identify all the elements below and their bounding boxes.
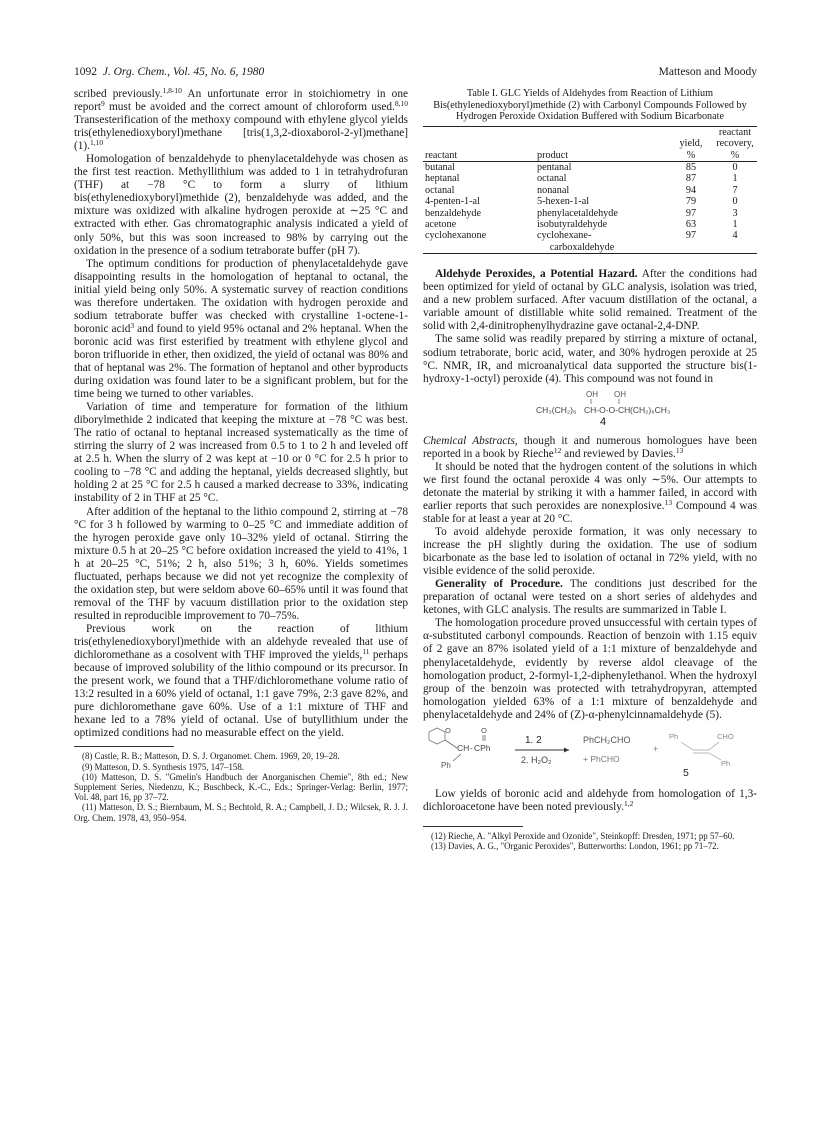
paragraph: The optimum conditions for production of phenylacetaldehyde gave disappointing results in the homologation of heptanal to octanal, the initial yield being only 50%. A systematic survey of reaction conditions was therefore undertaken. The oxidation with hydrogen peroxide and sodium tetraborate buffer was checked with crystalline 1-octene-1-boronic acid$^3$ and found to yield 95% octanal and 2% heptanal. When the boronic acid was first esterified by treatment with ethylene glycol and boron trifluoride in ether, then oxidized, the yield of octanal was 80% and that of heptanal was 2%. The formation of heptanol and other byproducts during oxidation was found later to be a significant problem, but for the time being we turned to other variables. (74, 257, 408, 401)
paragraph: Previous work on the reaction of lithium tris(ethylenedioxyboryl)methide with an aldehyde revealed that use of dichloromethane as a cosolvent with THF improved the yields,$^{11}$ perhaps because of improved solubility of the lithio compound or its precursor. In the present work, we found that a THF/dichloromethane volume ratio of 13:2 resulted in a 60% yield of octanal, 1:1 gave 79%, 2:3 gave 82%, and pure dichloromethane gave 60%. Use of a 1:1 mixture of THF and hexane led to a 78% yield of octanal. Use of butyllithium under the optimized conditions had no measurable effect on the yield. (74, 622, 408, 740)
footnote-divider (423, 826, 523, 827)
plus-sign: + (653, 743, 659, 754)
paragraph: Variation of time and temperature for formation of the lithium diborylmethide 2 indicated that keeping the mixture at −78 °C was best. The ratio of octanal to heptanal increased systematically as the time of stirring the slurry of 2 was increased from 0.5 to 1 to 2 h and leveled off at 2.5 h. When the slurry of 2 was kept at −10 or 0 °C for 2.5 h prior to cooling to −78 °C and adding the heptanal, yields decreased slightly, but holding 2 at 25 °C for 2.5 h caused a marked decrease to 33%, indicating instability of 2 in THF at 25 °C. (74, 401, 408, 505)
paragraph: Aldehyde Peroxides, a Potential Hazard. After the conditions had been optimized for yield of octanal by GLC analysis, isolation was tried, and a new problem surfaced. After vacuum distillation of the octanal, a variable amount of distillable white solid remained. Treatment of the solid with 2,4-dinitrophenylhydrazine gave octanal-2,4-DNP. (423, 268, 757, 333)
table-row: 4-penten-1-al 5-hexen-1-al 79 0 (425, 196, 738, 208)
paragraph: To avoid aldehyde peroxide formation, it was only necessary to increase the pH slightly during the oxidation. The use of sodium bicarbonate as the base led to isolation of octanal in 72% yield, with no visible evidence of the solid peroxide. (423, 526, 757, 578)
ch-label: CH (457, 742, 470, 753)
footnote: (9) Matteson, D. S. Synthesis 1975, 147–158. (82, 761, 244, 772)
table-row: cyclohexanone cyclohexane- carboxaldehyde 97 4 (423, 230, 757, 253)
running-header-authors: Matteson and Moody (658, 66, 757, 78)
compound-label-5: 5 (683, 766, 689, 778)
header-yield: yield, (679, 138, 703, 150)
product-phenylacetaldehyde: PhCH₂CHO (583, 734, 631, 745)
section-heading: Aldehyde Peroxides, a Potential Hazard. (435, 268, 638, 281)
chain-right: (CH₂)₆CH₃ (630, 404, 671, 415)
paragraph: Chemical Abstracts, though it and numerous homologues have been reported in a book by Rieche$^{12}$ and reviewed by Davies.$^{13}$ (423, 434, 758, 460)
section-heading: Generality of Procedure. (435, 578, 563, 591)
ph-label-5a: Ph (669, 731, 679, 741)
oh-label-left: OH (586, 389, 598, 399)
header-recovery-unit: % (713, 150, 757, 162)
chain-left: CH₃(CH₂)₆ (536, 404, 577, 415)
header-recovery-line2: recovery, (716, 138, 754, 150)
footnote: (10) Matteson, D. S. "Gmelin's Handbuch der Anorganischen Chemie", 8th ed.; New Supplement Series, Niedenzu, K.; Buschbeck, K.-C., Eds.; Springer-Verlag: Berlin, 1977; Vol. 48, part 16, pp 37–72. (74, 771, 408, 803)
table-row: heptanal octanal 87 1 (425, 173, 738, 185)
page-number: 1092 (74, 66, 97, 78)
header-yield-unit: % (669, 150, 713, 162)
compound-label-4: 4 (600, 415, 607, 428)
reaction-scheme (423, 726, 757, 782)
footnote: (13) Davies, A. G., "Organic Peroxides", Butterworths: London, 1961; pp 71–72. (431, 841, 719, 852)
paragraph: The same solid was readily prepared by stirring a mixture of octanal, sodium tetraborate, boric acid, water, and 30% hydrogen peroxide at 25 °C. NMR, IR, and microanalytical data supported the structure bis(1-hydroxy-1-octyl) peroxide (4). This compound was not found in (423, 333, 757, 385)
oxygen-label: O (445, 725, 451, 735)
footnote-divider (74, 746, 174, 747)
cph-label: CPh (474, 742, 491, 753)
table-caption: Table I. GLC Yields of Aldehydes from Reaction of Lithium Bis(ethylenedioxyboryl)methide (2) with Carbonyl Compounds Followed by Hydrogen Peroxide Oxidation Buffered with Sodium Bicarbonate (433, 88, 747, 123)
header-recovery-line1: reactant (713, 126, 757, 138)
table-row: octanal nonanal 94 7 (425, 184, 738, 196)
reagent-step-1: 1. 2 (525, 734, 542, 746)
ph-label: Ph (441, 760, 451, 770)
paragraph: Homologation of benzaldehyde to phenylacetaldehyde was chosen as the first test reaction. Methyllithium was added to 1 in tetrahydrofuran (THF) at −78 °C to form a slurry of lithium bis(ethylenedioxyboryl)methide (2), benzaldehyde was added, and the mixture was oxidized with alkaline hydrogen peroxide at ∼25 °C and extracted with ether. Gas chromatographic analysis indicated a yield of only 50%, but this was soon increased to 98% by carrying out the oxidation in the presence of a sodium tetraborate buffer (pH 7). (74, 153, 408, 257)
cho-label-5: CHO (717, 731, 734, 741)
table-row: benzaldehyde phenylacetaldehyde 97 3 (425, 207, 738, 219)
oh-label-right: OH (614, 389, 626, 399)
ph-label-5b: Ph (721, 758, 731, 768)
peroxide-core: CH-O-O-CH (584, 404, 631, 415)
reagent-step-2: 2. H₂O₂ (521, 754, 552, 765)
table-row: acetone isobutyraldehyde 63 1 (425, 219, 738, 231)
structure-4 (423, 388, 757, 432)
benzoin-homologation-scheme (423, 726, 757, 778)
running-header-left (74, 66, 264, 78)
footnote: (12) Rieche, A. "Alkyl Peroxide and Ozonide", Steinkopff: Dresden, 1971; pp 57–60. (431, 830, 735, 841)
paragraph: scribed previously.$^{1,8-10}$ An unfortunate error in stoichiometry in one report$^9$ must be avoided and the correct amount of chloroform used.$^{8,10}$ Transesterification of the methoxy compound with ethylene glycol yields tris(ethylenedioxyboryl)methane [tris(1,3,2-dioxaborol-2-yl)methane] (1).$^{1,10}$ (74, 86, 408, 153)
journal-citation: J. Org. Chem., Vol. 45, No. 6, 1980 (102, 66, 265, 78)
product-benzaldehyde: + PhCHO (583, 753, 620, 764)
table-row: butanal pentanal 85 0 (425, 162, 738, 173)
paragraph: After addition of the heptanal to the lithio compound 2, stirring at −78 °C for 3 h followed by warming to 0–25 °C and immediate addition of the hyrogen peroxide gave only 10–32% yield of octanal. Stirring the mixture 0.5 h at 20–25 °C before oxidation increased the yield to 41%, 1 h at 20–25 °C, 51%; 2 h, also 51%; 3 h, 60%. Yields sometimes fluctuated, perhaps because we did not yet recognize the complexity of the oxidation step, but were seldom above 60–65% until it was found that removal of the THF by vacuum distillation prior to the oxidation step resulted in reproducible improvement to 70–75%. (74, 505, 408, 622)
header-reactant: reactant (423, 150, 535, 162)
right-column (423, 88, 757, 851)
paragraph: Generality of Procedure. The conditions just described for the preparation of octanal were tested on a short series of aldehydes and ketones, with GLC analysis. The results are summarized in Table I. (423, 578, 757, 617)
carbonyl-oxygen: O (481, 725, 487, 735)
paragraph: It should be noted that the hydrogen content of the solutions in which we first found the octanal peroxide 4 was only ∼5%. Our attempts to detonate the material by striking it with a hammer failed, in accord with earlier reports that such peroxides are nonexplosive.$^{13}$ Compound 4 was stable for at least a year at 20 °C. (423, 460, 757, 525)
paragraph: The homologation procedure proved unsuccessful with certain types of α-substituted carbonyl compounds. Reaction of benzoin with 1.15 equiv of 2 gave an 87% isolated yield of a 1:1 mixture of benzaldehyde and phenylacetaldehyde, evidently by reverse aldol cleavage of the homologation product, 2-formyl-1,2-diphenylethanol. When the hydroxyl group of the benzoin was protected with tetrahydropyran, attempted homologation yielded 63% of a 1:1 mixture of benzaldehyde and phenylacetaldehyde and 24% of (Z)-α-phenylcinnamaldehyde (5). (423, 617, 757, 721)
svg-text:-: - (470, 742, 473, 753)
glc-yields-table (423, 126, 757, 254)
header-product: product (535, 150, 669, 162)
footnote: (8) Castle, R. B.; Matteson, D. S. J. Organomet. Chem. 1969, 20, 19–28. (82, 751, 340, 762)
paragraph: Low yields of boronic acid and aldehyde from homologation of 1,3-dichloroacetone have been noted previously.$^{1,2}$ (423, 787, 757, 813)
footnote: (11) Matteson, D. S.; Biernbaum, M. S.; Bechtold, R. A.; Campbell, J. D.; Wilcsek, R. J. J. Org. Chem. 1978, 43, 950–954. (74, 802, 408, 823)
left-column (74, 88, 408, 823)
peroxide-structure-drawing (500, 388, 680, 428)
